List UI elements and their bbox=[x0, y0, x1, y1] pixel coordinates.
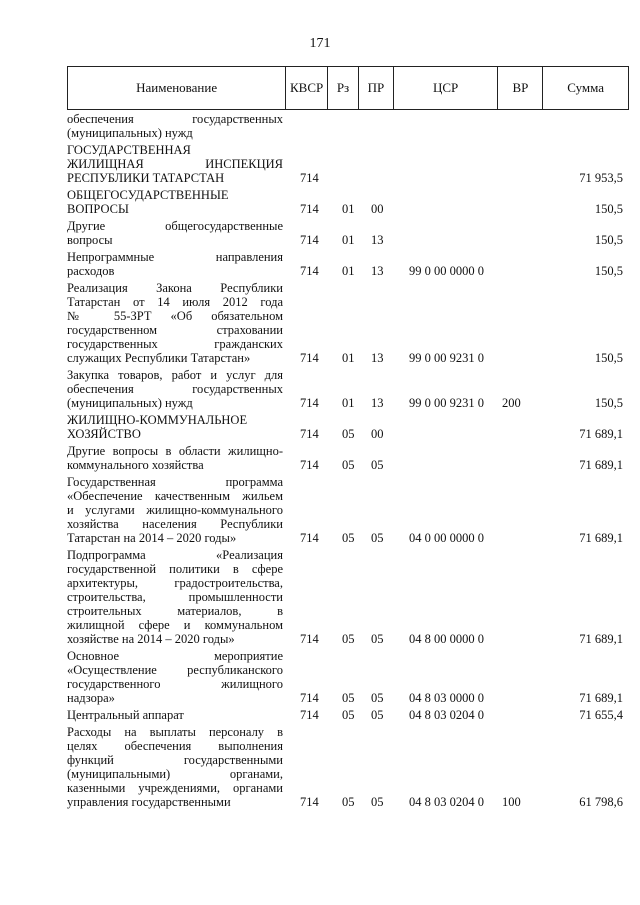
row-kvsr: 714 bbox=[300, 171, 319, 185]
row-pr: 13 bbox=[371, 396, 384, 410]
row-rz: 05 bbox=[342, 632, 355, 646]
row-rz: 01 bbox=[342, 396, 355, 410]
row-csr: 04 8 03 0204 0 bbox=[409, 708, 484, 722]
row-kvsr: 714 bbox=[300, 202, 319, 216]
row-name-line: Подпрограмма «Реализация bbox=[67, 548, 283, 562]
header-name: Наименование bbox=[68, 67, 286, 109]
table-row bbox=[67, 649, 629, 705]
row-rz: 01 bbox=[342, 233, 355, 247]
row-kvsr: 714 bbox=[300, 708, 319, 722]
row-name-line: № 55-ЗРТ «Об обязательном bbox=[67, 309, 283, 323]
row-sum: 71 689,1 bbox=[579, 632, 623, 646]
row-name-line: государственном страховании bbox=[67, 323, 283, 337]
row-sum: 71 953,5 bbox=[579, 171, 623, 185]
row-name-line: обеспечения государственных bbox=[67, 112, 283, 126]
row-pr: 00 bbox=[371, 427, 384, 441]
row-kvsr: 714 bbox=[300, 691, 319, 705]
row-name-line: ВОПРОСЫ bbox=[67, 202, 129, 216]
row-name-line: расходов bbox=[67, 264, 115, 278]
row-name bbox=[67, 444, 283, 472]
row-name-line: Непрограммные направления bbox=[67, 250, 283, 264]
row-name-line: государственной политики в сфере bbox=[67, 562, 283, 576]
table-row bbox=[67, 708, 629, 722]
row-sum: 71 655,4 bbox=[579, 708, 623, 722]
row-pr: 05 bbox=[371, 795, 384, 809]
row-csr: 04 8 03 0000 0 bbox=[409, 691, 484, 705]
row-name bbox=[67, 219, 283, 247]
row-rz: 01 bbox=[342, 264, 355, 278]
row-name-line: государственных гражданских bbox=[67, 337, 283, 351]
row-kvsr: 714 bbox=[300, 632, 319, 646]
row-name bbox=[67, 143, 283, 185]
row-name-line: казенными учреждениями, органами bbox=[67, 781, 283, 795]
row-name bbox=[67, 725, 283, 809]
row-sum: 71 689,1 bbox=[579, 458, 623, 472]
row-sum: 150,5 bbox=[594, 264, 623, 278]
row-name-line: вопросы bbox=[67, 233, 113, 247]
row-csr: 04 8 00 0000 0 bbox=[409, 632, 484, 646]
row-name-line: Основное мероприятие bbox=[67, 649, 283, 663]
row-name bbox=[67, 112, 283, 140]
row-name-line: коммунального хозяйства bbox=[67, 458, 204, 472]
row-name-line: и услугами жилищно-коммунального bbox=[67, 503, 283, 517]
row-name-line: (муниципальными) органами, bbox=[67, 767, 283, 781]
header-sum: Сумма bbox=[567, 80, 605, 95]
table-row bbox=[67, 413, 629, 441]
row-name-line: жилищной сфере и коммунальном bbox=[67, 618, 283, 632]
table-row bbox=[67, 143, 629, 185]
row-name-line: Другие общегосударственные bbox=[67, 219, 283, 233]
row-name-line: архитектуры, градостроительства, bbox=[67, 576, 283, 590]
row-pr: 05 bbox=[371, 708, 384, 722]
header-vr: ВР bbox=[498, 67, 543, 109]
row-csr: 04 8 03 0204 0 bbox=[409, 795, 484, 809]
row-vr: 100 bbox=[502, 795, 521, 809]
row-csr: 99 0 00 0000 0 bbox=[409, 264, 484, 278]
row-name-line: Татарстан на 2014 – 2020 годы» bbox=[67, 531, 237, 545]
row-name-line: целях обеспечения выполнения bbox=[67, 739, 283, 753]
header-csr: ЦСР bbox=[394, 67, 499, 109]
row-sum: 150,5 bbox=[594, 351, 623, 365]
row-name-line: Центральный аппарат bbox=[67, 708, 184, 722]
header-rz: Рз bbox=[328, 67, 359, 109]
table-row bbox=[67, 368, 629, 410]
row-vr: 200 bbox=[502, 396, 521, 410]
row-name bbox=[67, 548, 283, 646]
row-sum: 71 689,1 bbox=[579, 427, 623, 441]
row-csr: 99 0 00 9231 0 bbox=[409, 396, 484, 410]
table-body bbox=[67, 112, 629, 812]
row-rz: 05 bbox=[342, 427, 355, 441]
row-pr: 13 bbox=[371, 233, 384, 247]
row-name-line: «Обеспечение качественным жильем bbox=[67, 489, 283, 503]
table-row bbox=[67, 548, 629, 646]
row-sum: 150,5 bbox=[594, 396, 623, 410]
row-kvsr: 714 bbox=[300, 396, 319, 410]
row-name-line: управления государственными bbox=[67, 795, 231, 809]
row-pr: 00 bbox=[371, 202, 384, 216]
row-name-line: ЖИЛИЩНАЯ ИНСПЕКЦИЯ bbox=[67, 157, 283, 171]
row-rz: 05 bbox=[342, 691, 355, 705]
row-name bbox=[67, 250, 283, 278]
row-kvsr: 714 bbox=[300, 427, 319, 441]
row-name-line: Реализация Закона Республики bbox=[67, 281, 283, 295]
table-row bbox=[67, 281, 629, 365]
row-pr: 05 bbox=[371, 458, 384, 472]
row-kvsr: 714 bbox=[300, 233, 319, 247]
table-row bbox=[67, 250, 629, 278]
row-rz: 05 bbox=[342, 531, 355, 545]
row-name-line: ЖИЛИЩНО-КОММУНАЛЬНОЕ bbox=[67, 413, 248, 427]
row-kvsr: 714 bbox=[300, 795, 319, 809]
table-header bbox=[67, 66, 629, 110]
row-name-line: Государственная программа bbox=[67, 475, 283, 489]
row-name-line: строительных материалов, в bbox=[67, 604, 283, 618]
row-csr: 99 0 00 9231 0 bbox=[409, 351, 484, 365]
row-rz: 01 bbox=[342, 351, 355, 365]
row-sum: 150,5 bbox=[594, 202, 623, 216]
row-sum: 71 689,1 bbox=[579, 691, 623, 705]
row-sum: 61 798,6 bbox=[579, 795, 623, 809]
row-sum: 150,5 bbox=[594, 233, 623, 247]
row-rz: 05 bbox=[342, 795, 355, 809]
row-name bbox=[67, 413, 283, 441]
row-name-line: РЕСПУБЛИКИ ТАТАРСТАН bbox=[67, 171, 225, 185]
row-sum: 71 689,1 bbox=[579, 531, 623, 545]
row-name-line: государственного жилищного bbox=[67, 677, 283, 691]
row-pr: 05 bbox=[371, 632, 384, 646]
row-name-line: ГОСУДАРСТВЕННАЯ bbox=[67, 143, 191, 157]
row-kvsr: 714 bbox=[300, 458, 319, 472]
table-row bbox=[67, 444, 629, 472]
table-row bbox=[67, 112, 629, 140]
row-name bbox=[67, 708, 283, 722]
row-pr: 05 bbox=[371, 531, 384, 545]
row-name-line: служащих Республики Татарстан» bbox=[67, 351, 251, 365]
row-name-line: Татарстан от 14 июля 2012 года bbox=[67, 295, 283, 309]
row-name bbox=[67, 281, 283, 365]
row-name-line: Расходы на выплаты персоналу в bbox=[67, 725, 283, 739]
row-name bbox=[67, 188, 283, 216]
row-name-line: хозяйства населения Республики bbox=[67, 517, 283, 531]
row-name bbox=[67, 368, 283, 410]
row-name-line: хозяйстве на 2014 – 2020 годы» bbox=[67, 632, 235, 646]
row-pr: 13 bbox=[371, 351, 384, 365]
row-name-line: функций государственными bbox=[67, 753, 283, 767]
row-kvsr: 714 bbox=[300, 264, 319, 278]
table-row bbox=[67, 725, 629, 809]
row-name-line: строительства, промышленности bbox=[67, 590, 283, 604]
row-pr: 05 bbox=[371, 691, 384, 705]
row-kvsr: 714 bbox=[300, 351, 319, 365]
table-row bbox=[67, 188, 629, 216]
row-pr: 13 bbox=[371, 264, 384, 278]
table-row bbox=[67, 475, 629, 545]
row-name-line: Закупка товаров, работ и услуг для bbox=[67, 368, 283, 382]
table-row bbox=[67, 219, 629, 247]
page-number: 171 bbox=[309, 36, 331, 51]
row-csr: 04 0 00 0000 0 bbox=[409, 531, 484, 545]
row-rz: 05 bbox=[342, 708, 355, 722]
row-rz: 01 bbox=[342, 202, 355, 216]
row-name bbox=[67, 649, 283, 705]
row-name-line: обеспечения государственных bbox=[67, 382, 283, 396]
row-name-line: надзора» bbox=[67, 691, 115, 705]
row-rz: 05 bbox=[342, 458, 355, 472]
row-kvsr: 714 bbox=[300, 531, 319, 545]
row-name-line: ОБЩЕГОСУДАРСТВЕННЫЕ bbox=[67, 188, 229, 202]
row-name-line: «Осуществление республиканского bbox=[67, 663, 283, 677]
row-name-line: ХОЗЯЙСТВО bbox=[67, 427, 141, 441]
header-kvsr: КВСР bbox=[286, 67, 328, 109]
row-name-line: (муниципальных) нужд bbox=[67, 126, 193, 140]
header-pr: ПР bbox=[359, 67, 394, 109]
row-name bbox=[67, 475, 283, 545]
row-name-line: (муниципальных) нужд bbox=[67, 396, 193, 410]
row-name-line: Другие вопросы в области жилищно- bbox=[67, 444, 283, 458]
